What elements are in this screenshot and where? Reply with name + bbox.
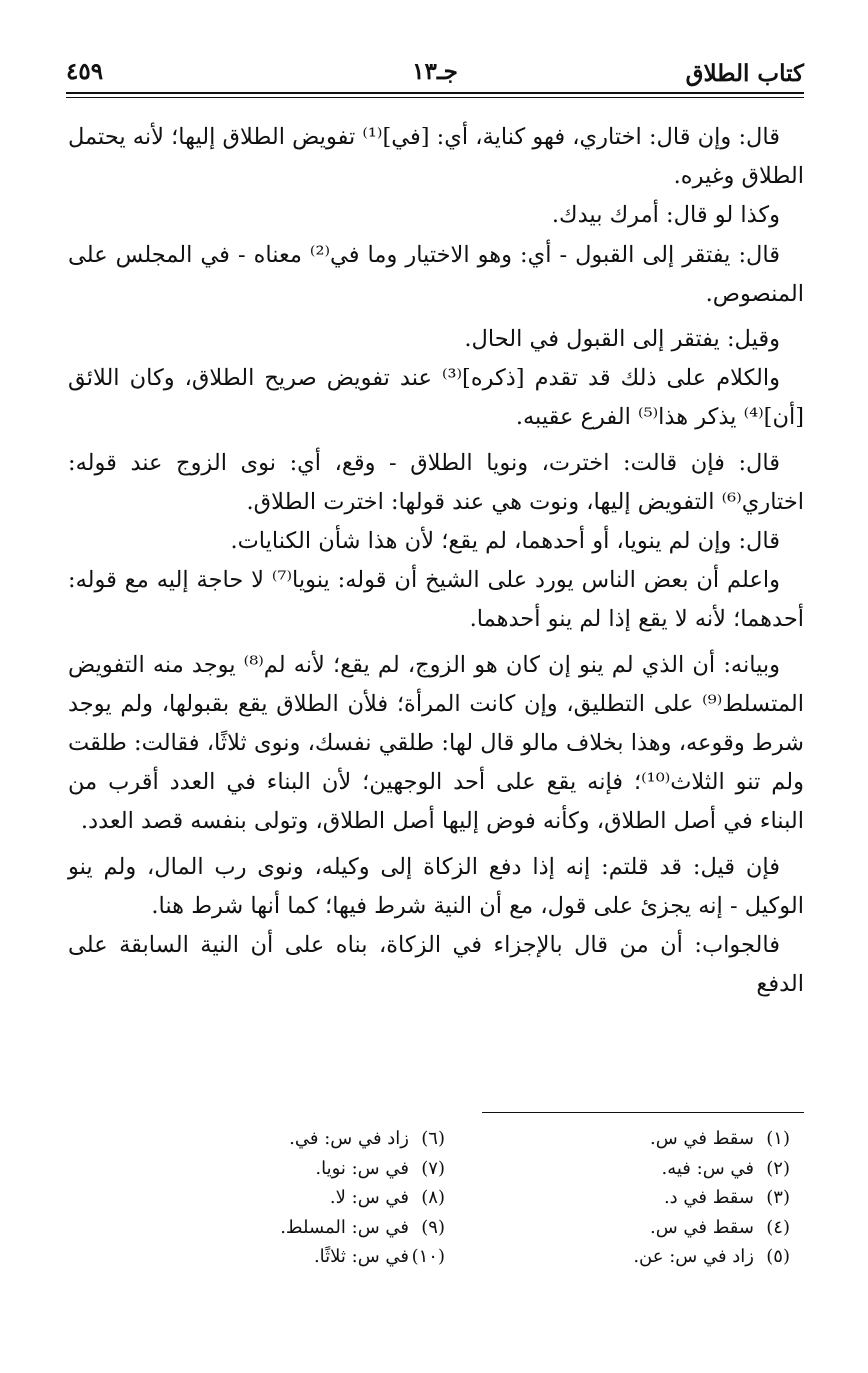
footnote-number: (٨) — [421, 1187, 445, 1208]
running-header — [66, 52, 804, 92]
paragraph: فإن قيل: قد قلتم: إنه إذا دفع الزكاة إلى وكيله، ونوى رب المال، ولم ينو الوكيل - إنه يجزئ على قول، مع أن النية شرط فيها؛ كما أنها شرط هنا. — [68, 853, 804, 919]
footnote-number: (٢) — [766, 1157, 790, 1179]
paragraph: وكذا لو قال: أمرك بيدك. — [551, 202, 780, 229]
footnote-number: (٩) — [421, 1216, 445, 1238]
paragraph: فالجواب: أن من قال بالإجزاء في الزكاة، بناه على أن النية السابقة على الدفع — [68, 932, 804, 998]
footnotes-column-left — [185, 1124, 445, 1272]
footnote-number: (٤) — [766, 1216, 790, 1238]
paragraph: وبيانه: أن الذي لم ينو إن كان هو الزوج، لم يقع؛ لأنه لم⁽⁸⁾ يوجد منه التفويض المتسلط⁽⁹⁾ على التطليق، وإن كانت المرأة؛ فلأن الطلاق يقع بقبولها، ولم يوجد شرط وقوعه، وهذا بخلاف مالو قال لها: طلقي نفسك، ونوى ثلاثًا، فقالت: طلقت ولم تنو الثلاث⁽¹⁰⁾؛ فإنه يقع على أحد الوجهين؛ لأن البناء في العدد أقرب من البناء في أصل الطلاق، وكأنه فوض إليها أصل الطلاق، وتولى بنفسه قصد العدد. — [68, 651, 804, 835]
paragraph: قال: فإن قالت: اخترت، ونويا الطلاق - وقع، أي: نوى الزوج عند قوله: اختاري⁽⁶⁾ التفويض إليها، ونوت هي عند قولها: اخترت الطلاق. — [68, 449, 804, 515]
footnote-number: (٣) — [766, 1187, 790, 1208]
footnote — [185, 1183, 445, 1213]
footnote-text: في س: فيه. — [661, 1157, 754, 1179]
paragraph: والكلام على ذلك قد تقدم [ذكره]⁽³⁾ عند تفويض صريح الطلاق، وكان اللائق [أن]⁽⁴⁾ يذكر هذا⁽⁵⁾ الفرع عقيبه. — [68, 365, 804, 431]
header-rule-thin — [66, 97, 804, 98]
footnotes-column-right — [530, 1124, 790, 1272]
paragraph: قال: وإن لم ينويا، أو أحدهما، لم يقع؛ لأن هذا شأن الكنايات. — [230, 528, 780, 555]
footnote — [185, 1213, 445, 1243]
footnote-text: زاد في س: في. — [289, 1128, 409, 1149]
footnote-number: (٧) — [421, 1157, 445, 1179]
footnote-text: في س: نويا. — [315, 1157, 409, 1179]
footnote — [185, 1242, 445, 1272]
header-rule-thick — [66, 92, 804, 94]
paragraph: واعلم أن بعض الناس يورد على الشيخ أن قوله: ينويا⁽⁷⁾ لا حاجة إليه مع قوله: أحدهما؛ لأنه لا يقع إذا لم ينو أحدهما. — [68, 567, 804, 633]
footnote-text: سقط في د. — [663, 1187, 754, 1208]
footnote — [530, 1242, 790, 1272]
footnote-separator — [482, 1112, 804, 1113]
paragraph: قال: وإن قال: اختاري، فهو كناية، أي: [في]⁽¹⁾ تفويض الطلاق إليها؛ لأنه يحتمل الطلاق وغيره. — [68, 124, 804, 190]
footnote-number: (١) — [766, 1128, 790, 1149]
footnote-text: زاد في س: عن. — [633, 1246, 754, 1267]
footnote-number: (٥) — [766, 1246, 790, 1267]
footnote-number: (١٠) — [411, 1246, 445, 1267]
book-title: كتاب الطلاق — [685, 60, 804, 87]
footnote — [530, 1124, 790, 1154]
main-text — [68, 118, 804, 1004]
footnote — [185, 1124, 445, 1154]
footnote — [530, 1213, 790, 1243]
page-number: ٤٥٩ — [66, 58, 104, 85]
footnote-text: في س: ثلاثًا. — [313, 1246, 409, 1267]
footnote — [530, 1183, 790, 1213]
footnote-text: سقط في س. — [649, 1128, 754, 1149]
paragraph: وقيل: يفتقر إلى القبول في الحال. — [464, 326, 780, 353]
footnote-text: سقط في س. — [649, 1216, 754, 1238]
footnote-text: في س: المسلط. — [280, 1216, 409, 1238]
footnote-text: في س: لا. — [329, 1187, 409, 1208]
footnote — [185, 1154, 445, 1184]
footnote-number: (٦) — [421, 1128, 445, 1149]
paragraph: قال: يفتقر إلى القبول - أي: وهو الاختيار وما في⁽²⁾ معناه - في المجلس على المنصوص. — [68, 241, 804, 307]
volume-number: جـ١٣ — [412, 58, 458, 85]
footnote — [530, 1154, 790, 1184]
